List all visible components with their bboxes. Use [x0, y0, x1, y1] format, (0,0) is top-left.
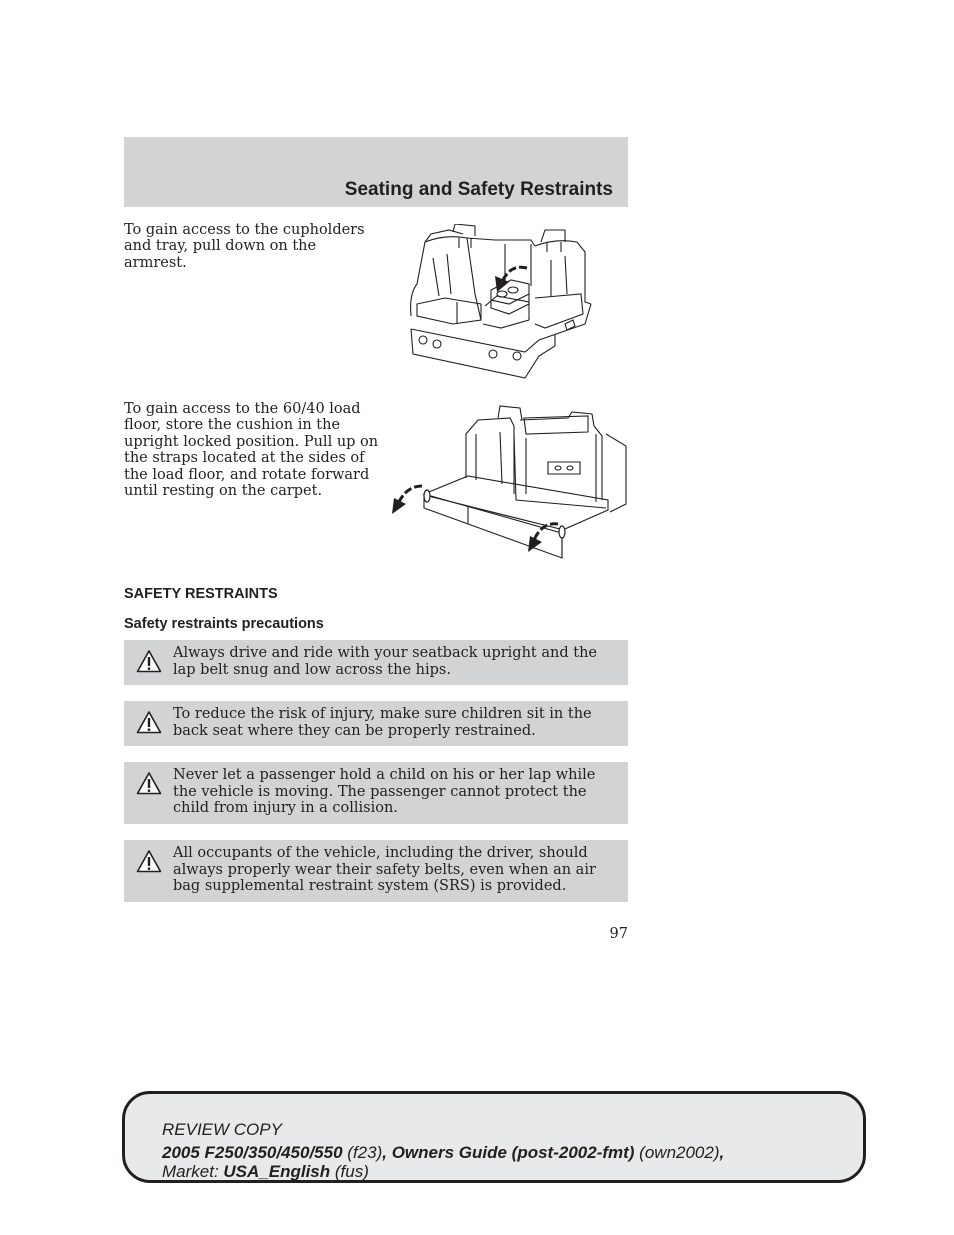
warning-box [124, 701, 628, 746]
page-number: 97 [609, 926, 628, 942]
footer-market: USA_English [223, 1162, 331, 1181]
footer-guide: , Owners Guide (post-2002-fmt) [382, 1143, 635, 1162]
header-band [124, 137, 628, 207]
warning-triangle-icon [136, 710, 162, 734]
footer-guide-code: (own2002) [634, 1143, 720, 1162]
warning-text: All occupants of the vehicle, including the driver, should always properly wear their safety belts, even when an air bag supplemental restraint system (SRS) is provided. [173, 845, 596, 895]
warning-box [124, 640, 628, 685]
warning-triangle-icon [136, 771, 162, 795]
paragraph-load-floor: To gain access to the 60/40 load floor, store the cushion in the upright locked position. Pull up on the straps located at the sides of the load floor, and rotate forward until resting on the carpet. [124, 401, 379, 500]
page-title: Seating and Safety Restraints [344, 179, 613, 200]
warning-text: To reduce the risk of injury, make sure children sit in the back seat where they can be properly restrained. [173, 706, 592, 739]
warning-text: Always drive and ride with your seatback upright and the lap belt snug and low across the hips. [173, 645, 597, 678]
footer-comma: , [719, 1143, 725, 1162]
paragraph-armrest: To gain access to the cupholders and tray, pull down on the armrest. [124, 222, 365, 271]
warning-triangle-icon [136, 649, 162, 673]
warning-triangle-icon [136, 849, 162, 873]
warning-text: Never let a passenger hold a child on his or her lap while the vehicle is moving. The passenger cannot protect the child from injury in a collision. [173, 767, 596, 817]
warning-box [124, 762, 628, 824]
warning-box [124, 840, 628, 902]
section-subheading: Safety restraints precautions [124, 616, 324, 632]
review-copy-label: REVIEW COPY [162, 1120, 282, 1139]
footer-market-label: Market: [162, 1162, 224, 1181]
footer-model-code: (f23) [342, 1143, 383, 1162]
footer-market-line [162, 1162, 369, 1182]
load-floor-illustration [388, 404, 630, 562]
footer-market-code: (fus) [330, 1162, 369, 1181]
footer-model: 2005 F250/350/450/550 [162, 1143, 343, 1162]
section-heading: SAFETY RESTRAINTS [124, 586, 278, 602]
armrest-illustration [405, 224, 597, 382]
review-footer [122, 1091, 866, 1183]
footer-model-line [162, 1143, 724, 1163]
